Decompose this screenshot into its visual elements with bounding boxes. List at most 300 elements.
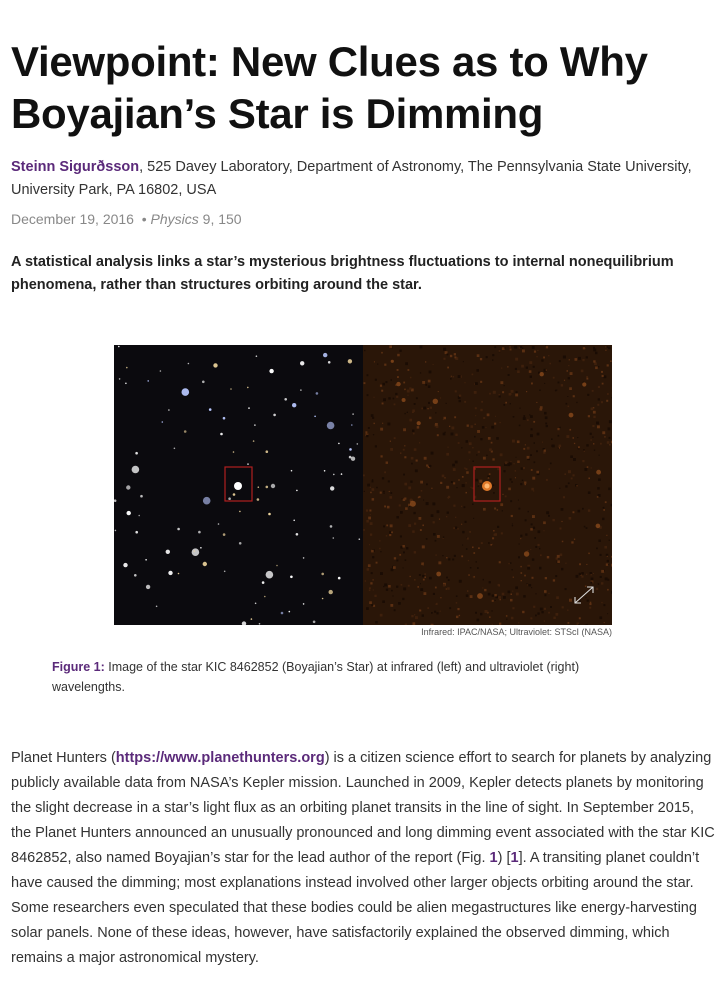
noise-speck bbox=[403, 449, 405, 451]
noise-speck bbox=[466, 471, 469, 474]
noise-speck bbox=[576, 402, 577, 403]
noise-speck bbox=[531, 523, 533, 525]
journal-name: Physics bbox=[150, 211, 199, 227]
noise-speck bbox=[423, 579, 425, 581]
noise-speck bbox=[565, 563, 566, 564]
noise-speck bbox=[521, 467, 523, 469]
background-star bbox=[296, 490, 298, 492]
noise-speck bbox=[538, 544, 540, 546]
noise-speck bbox=[424, 592, 427, 595]
noise-speck bbox=[457, 608, 459, 610]
background-star bbox=[135, 452, 138, 455]
noise-speck bbox=[374, 397, 375, 398]
noise-speck bbox=[596, 588, 598, 590]
noise-speck bbox=[405, 624, 407, 625]
background-star bbox=[352, 413, 354, 415]
background-star bbox=[257, 498, 260, 501]
noise-speck bbox=[545, 423, 547, 425]
noise-speck bbox=[472, 374, 474, 376]
noise-speck bbox=[508, 488, 511, 491]
publication-date: December 19, 2016 bbox=[11, 211, 134, 227]
noise-speck bbox=[592, 390, 594, 392]
byline bbox=[11, 156, 716, 202]
noise-speck bbox=[535, 593, 536, 594]
noise-speck bbox=[607, 560, 609, 562]
noise-speck bbox=[609, 444, 610, 445]
noise-speck bbox=[502, 510, 503, 511]
noise-speck bbox=[426, 465, 428, 467]
noise-speck bbox=[585, 624, 588, 625]
noise-speck bbox=[556, 613, 559, 616]
background-star bbox=[569, 413, 574, 418]
background-star bbox=[119, 378, 121, 380]
noise-speck bbox=[568, 622, 570, 624]
noise-speck bbox=[402, 598, 404, 600]
noise-speck bbox=[602, 383, 604, 385]
background-star bbox=[168, 571, 172, 575]
noise-speck bbox=[578, 510, 581, 513]
noise-speck bbox=[529, 361, 532, 364]
noise-speck bbox=[459, 395, 461, 397]
noise-speck bbox=[558, 447, 559, 448]
background-star bbox=[182, 388, 190, 396]
noise-speck bbox=[593, 411, 596, 414]
noise-speck bbox=[575, 358, 578, 361]
noise-speck bbox=[474, 391, 477, 394]
noise-speck bbox=[472, 547, 474, 549]
noise-speck bbox=[595, 352, 598, 355]
noise-speck bbox=[426, 538, 428, 540]
noise-speck bbox=[603, 509, 605, 511]
background-star bbox=[156, 606, 158, 608]
background-star bbox=[321, 573, 324, 576]
noise-speck bbox=[420, 481, 423, 484]
noise-speck bbox=[429, 465, 431, 467]
noise-speck bbox=[431, 514, 434, 517]
noise-speck bbox=[500, 599, 501, 600]
noise-speck bbox=[411, 463, 413, 465]
background-star bbox=[293, 520, 295, 522]
noise-speck bbox=[526, 391, 527, 392]
noise-speck bbox=[428, 402, 430, 404]
noise-speck bbox=[465, 482, 466, 483]
noise-speck bbox=[411, 457, 414, 460]
figure-ref-link[interactable]: 1 bbox=[489, 850, 498, 866]
noise-speck bbox=[597, 425, 600, 428]
noise-speck bbox=[559, 427, 560, 428]
noise-speck bbox=[379, 548, 381, 550]
noise-speck bbox=[390, 524, 393, 527]
noise-speck bbox=[390, 448, 393, 451]
noise-speck bbox=[516, 457, 517, 458]
noise-speck bbox=[483, 579, 484, 580]
noise-speck bbox=[420, 346, 423, 349]
noise-speck bbox=[403, 474, 405, 476]
noise-speck bbox=[543, 530, 544, 531]
noise-speck bbox=[475, 382, 478, 385]
noise-speck bbox=[492, 624, 493, 625]
noise-speck bbox=[523, 448, 525, 450]
noise-speck bbox=[395, 393, 397, 395]
noise-speck bbox=[461, 524, 462, 525]
noise-speck bbox=[448, 447, 449, 448]
noise-speck bbox=[578, 357, 581, 360]
noise-speck bbox=[477, 619, 480, 622]
noise-speck bbox=[489, 581, 491, 583]
noise-speck bbox=[548, 612, 550, 614]
noise-speck bbox=[494, 508, 496, 510]
noise-speck bbox=[412, 430, 415, 433]
background-star bbox=[247, 387, 249, 389]
image-credit: Infrared: IPAC/NASA; Ultraviolet: STScI (NASA) bbox=[421, 627, 612, 637]
noise-speck bbox=[550, 463, 552, 465]
noise-speck bbox=[480, 358, 482, 360]
noise-speck bbox=[469, 442, 472, 445]
noise-speck bbox=[429, 371, 432, 374]
noise-speck bbox=[608, 427, 611, 430]
noise-speck bbox=[486, 427, 487, 428]
noise-speck bbox=[570, 372, 573, 375]
noise-speck bbox=[500, 422, 501, 423]
noise-speck bbox=[533, 366, 535, 368]
noise-speck bbox=[453, 482, 455, 484]
noise-speck bbox=[414, 614, 415, 615]
noise-speck bbox=[501, 368, 502, 369]
noise-speck bbox=[593, 443, 594, 444]
noise-speck bbox=[611, 556, 612, 558]
noise-speck bbox=[488, 437, 491, 440]
planethunters-link[interactable]: https://www.planethunters.org bbox=[115, 750, 325, 766]
paragraph-text: Planet Hunters ( bbox=[11, 750, 116, 766]
noise-speck bbox=[606, 535, 607, 536]
noise-speck bbox=[366, 520, 369, 523]
noise-speck bbox=[469, 531, 471, 533]
noise-speck bbox=[600, 576, 602, 578]
noise-speck bbox=[548, 515, 550, 517]
noise-speck bbox=[467, 425, 469, 427]
background-star bbox=[296, 533, 299, 536]
noise-speck bbox=[567, 610, 568, 611]
noise-speck bbox=[394, 437, 396, 439]
noise-speck bbox=[366, 510, 368, 512]
noise-speck bbox=[582, 359, 584, 361]
noise-speck bbox=[561, 521, 562, 522]
noise-speck bbox=[458, 375, 461, 378]
noise-speck bbox=[513, 577, 514, 578]
noise-speck bbox=[442, 555, 443, 556]
noise-speck bbox=[390, 441, 391, 442]
noise-speck bbox=[573, 437, 575, 439]
background-star bbox=[188, 363, 190, 365]
noise-speck bbox=[546, 370, 547, 371]
noise-speck bbox=[590, 433, 592, 435]
noise-speck bbox=[478, 451, 480, 453]
noise-speck bbox=[404, 498, 406, 500]
noise-speck bbox=[569, 599, 572, 602]
noise-speck bbox=[491, 610, 492, 611]
article-title: Viewpoint: New Clues as to Why Boyajian’s Star is Dimming bbox=[11, 38, 648, 137]
noise-speck bbox=[389, 534, 391, 536]
noise-speck bbox=[559, 488, 560, 489]
noise-speck bbox=[559, 360, 561, 362]
noise-speck bbox=[533, 606, 535, 608]
author-link[interactable]: Steinn Sigurðsson bbox=[11, 159, 140, 175]
noise-speck bbox=[435, 587, 437, 589]
noise-speck bbox=[510, 349, 512, 351]
noise-speck bbox=[557, 555, 560, 558]
noise-speck bbox=[561, 508, 564, 511]
noise-speck bbox=[453, 527, 455, 529]
noise-speck bbox=[443, 433, 446, 436]
noise-speck bbox=[597, 496, 599, 498]
noise-speck bbox=[559, 445, 562, 448]
background-star bbox=[273, 414, 276, 417]
noise-speck bbox=[530, 617, 532, 619]
noise-speck bbox=[550, 606, 552, 608]
article-paragraph bbox=[11, 746, 716, 971]
noise-speck bbox=[517, 370, 520, 373]
background-star bbox=[357, 443, 359, 445]
noise-speck bbox=[408, 524, 411, 527]
noise-speck bbox=[433, 521, 435, 523]
noise-speck bbox=[511, 515, 513, 517]
target-star-core bbox=[485, 484, 490, 489]
noise-speck bbox=[561, 384, 563, 386]
noise-speck bbox=[492, 544, 493, 545]
noise-speck bbox=[548, 355, 549, 356]
noise-speck bbox=[412, 410, 415, 413]
noise-speck bbox=[564, 380, 565, 381]
noise-speck bbox=[446, 403, 447, 404]
noise-speck bbox=[396, 396, 398, 398]
noise-speck bbox=[585, 348, 586, 349]
noise-speck bbox=[606, 563, 609, 566]
background-star bbox=[239, 511, 241, 513]
noise-speck bbox=[583, 347, 585, 349]
noise-speck bbox=[545, 577, 547, 579]
noise-speck bbox=[562, 606, 564, 608]
background-star bbox=[220, 433, 223, 436]
noise-speck bbox=[531, 428, 533, 430]
noise-speck bbox=[606, 400, 608, 402]
noise-speck bbox=[371, 550, 374, 553]
noise-speck bbox=[557, 560, 560, 563]
noise-speck bbox=[483, 417, 485, 419]
noise-speck bbox=[522, 350, 525, 353]
background-star bbox=[314, 416, 316, 418]
noise-speck bbox=[365, 431, 367, 433]
noise-speck bbox=[489, 616, 491, 618]
noise-speck bbox=[446, 486, 449, 489]
noise-speck bbox=[456, 487, 457, 488]
background-star bbox=[540, 372, 544, 376]
noise-speck bbox=[489, 393, 491, 395]
noise-speck bbox=[505, 402, 507, 404]
noise-speck bbox=[591, 582, 593, 584]
noise-speck bbox=[586, 574, 587, 575]
noise-speck bbox=[568, 377, 570, 379]
noise-speck bbox=[383, 586, 384, 587]
noise-speck bbox=[425, 361, 426, 362]
noise-speck bbox=[473, 518, 474, 519]
noise-speck bbox=[516, 391, 518, 393]
noise-speck bbox=[393, 398, 395, 400]
noise-speck bbox=[530, 528, 533, 531]
noise-speck bbox=[604, 546, 607, 549]
noise-speck bbox=[463, 361, 464, 362]
noise-speck bbox=[540, 608, 543, 611]
background-star bbox=[300, 389, 302, 391]
noise-speck bbox=[482, 587, 483, 588]
noise-speck bbox=[403, 551, 405, 553]
noise-speck bbox=[454, 353, 456, 355]
noise-speck bbox=[521, 572, 523, 574]
noise-speck bbox=[600, 443, 602, 445]
noise-speck bbox=[600, 554, 602, 556]
noise-speck bbox=[422, 381, 425, 384]
noise-speck bbox=[370, 492, 372, 494]
noise-speck bbox=[447, 512, 449, 514]
noise-speck bbox=[394, 609, 396, 611]
noise-speck bbox=[380, 492, 382, 494]
background-star bbox=[178, 573, 180, 575]
noise-speck bbox=[566, 435, 569, 438]
noise-speck bbox=[546, 346, 548, 348]
noise-speck bbox=[408, 487, 411, 490]
publication-meta bbox=[11, 211, 242, 227]
noise-speck bbox=[495, 416, 496, 417]
background-star bbox=[247, 463, 249, 465]
background-star bbox=[127, 511, 131, 515]
noise-speck bbox=[410, 499, 412, 501]
noise-speck bbox=[530, 434, 533, 437]
target-star-infrared bbox=[234, 482, 242, 490]
noise-speck bbox=[409, 387, 411, 389]
noise-speck bbox=[440, 482, 442, 484]
noise-speck bbox=[464, 401, 466, 403]
background-star bbox=[230, 388, 232, 390]
background-star bbox=[118, 346, 120, 348]
noise-speck bbox=[592, 436, 593, 437]
noise-speck bbox=[528, 511, 529, 512]
noise-speck bbox=[578, 446, 580, 448]
noise-speck bbox=[493, 530, 495, 532]
noise-speck bbox=[364, 529, 365, 530]
noise-speck bbox=[397, 354, 400, 357]
noise-speck bbox=[373, 605, 375, 607]
noise-speck bbox=[515, 368, 517, 370]
noise-speck bbox=[536, 450, 538, 452]
noise-speck bbox=[518, 556, 520, 558]
noise-speck bbox=[392, 595, 393, 596]
noise-speck bbox=[608, 347, 611, 350]
background-star bbox=[327, 422, 335, 430]
noise-speck bbox=[530, 376, 532, 378]
noise-speck bbox=[472, 461, 474, 463]
noise-speck bbox=[502, 391, 504, 393]
noise-speck bbox=[518, 622, 519, 623]
citation-link[interactable]: 1 bbox=[510, 850, 519, 866]
background-star bbox=[596, 470, 601, 475]
noise-speck bbox=[521, 580, 522, 581]
noise-speck bbox=[522, 611, 524, 613]
noise-speck bbox=[488, 477, 490, 479]
noise-speck bbox=[450, 378, 452, 380]
noise-speck bbox=[396, 516, 399, 519]
noise-speck bbox=[525, 519, 527, 521]
noise-speck bbox=[598, 366, 599, 367]
noise-speck bbox=[546, 425, 548, 427]
background-star bbox=[330, 486, 334, 490]
noise-speck bbox=[448, 496, 450, 498]
noise-speck bbox=[526, 584, 528, 586]
noise-speck bbox=[581, 572, 584, 575]
noise-speck bbox=[464, 506, 466, 508]
noise-speck bbox=[592, 425, 594, 427]
background-star bbox=[433, 399, 438, 404]
noise-speck bbox=[611, 591, 612, 594]
noise-speck bbox=[584, 526, 586, 528]
noise-speck bbox=[367, 374, 369, 376]
noise-speck bbox=[476, 454, 477, 455]
noise-speck bbox=[532, 558, 534, 560]
noise-speck bbox=[476, 369, 479, 372]
noise-speck bbox=[507, 366, 508, 367]
noise-speck bbox=[519, 543, 520, 544]
noise-speck bbox=[578, 624, 579, 625]
noise-speck bbox=[368, 517, 371, 520]
paragraph-text: ) is a citizen science effort to search for planets by analyzing publicly available data from NASA’s Kepler mission. Launched in 2009, Kepler detects planets by monitoring the slight decrease in a star’s light flux as an orbiting planet transits in the line of sight. In September 2015, the Planet Hunters announced an unusually pronounced and long dimming event associated with the star KIC 8462852, also named Boyajian’s star for the lead author of the report (Fig. bbox=[11, 750, 715, 866]
noise-speck bbox=[586, 444, 588, 446]
paragraph-text: ) [ bbox=[497, 850, 511, 866]
noise-speck bbox=[607, 579, 609, 581]
noise-speck bbox=[412, 530, 415, 533]
noise-speck bbox=[413, 433, 415, 435]
noise-speck bbox=[443, 348, 446, 351]
noise-speck bbox=[530, 454, 532, 456]
noise-speck bbox=[557, 428, 559, 430]
noise-speck bbox=[490, 544, 492, 546]
noise-speck bbox=[576, 575, 579, 578]
noise-speck bbox=[491, 426, 494, 429]
figure-image[interactable] bbox=[114, 345, 612, 625]
noise-speck bbox=[611, 397, 612, 398]
noise-speck bbox=[429, 577, 432, 580]
noise-speck bbox=[505, 461, 508, 464]
noise-speck bbox=[372, 488, 375, 491]
noise-speck bbox=[599, 455, 600, 456]
noise-speck bbox=[466, 594, 469, 597]
noise-speck bbox=[599, 616, 602, 619]
noise-speck bbox=[477, 430, 480, 433]
noise-speck bbox=[413, 622, 416, 625]
noise-speck bbox=[432, 502, 435, 505]
noise-speck bbox=[454, 416, 456, 418]
noise-speck bbox=[467, 591, 468, 592]
noise-speck bbox=[376, 562, 378, 564]
noise-speck bbox=[553, 377, 555, 379]
background-star bbox=[329, 590, 333, 594]
noise-speck bbox=[511, 481, 513, 483]
background-star bbox=[333, 537, 335, 539]
noise-speck bbox=[453, 468, 456, 471]
noise-speck bbox=[368, 564, 371, 567]
noise-speck bbox=[588, 491, 591, 494]
noise-speck bbox=[454, 555, 456, 557]
noise-speck bbox=[369, 587, 371, 589]
noise-speck bbox=[512, 440, 515, 443]
noise-speck bbox=[514, 463, 515, 464]
